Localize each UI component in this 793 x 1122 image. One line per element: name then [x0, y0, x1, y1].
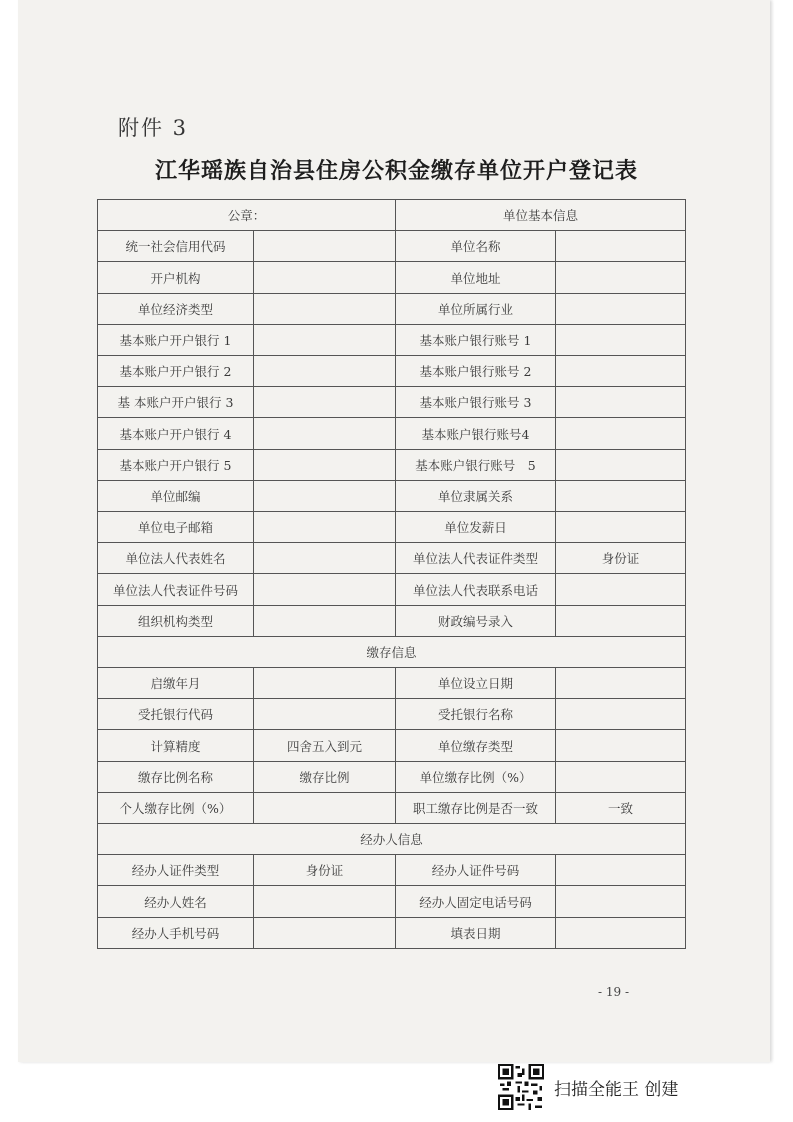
label-cell: 启缴年月	[98, 668, 254, 699]
value-cell[interactable]	[254, 449, 396, 480]
value-cell[interactable]	[254, 293, 396, 324]
value-cell[interactable]	[556, 324, 686, 355]
form-row	[98, 699, 686, 730]
label-cell: 基本账户开户银行 4	[98, 418, 254, 449]
label-cell: 基本账户开户银行 1	[98, 324, 254, 355]
value-cell[interactable]	[556, 668, 686, 699]
form-row	[98, 480, 686, 511]
label-cell: 单位经济类型	[98, 293, 254, 324]
label-cell: 基本账户银行账号 2	[396, 356, 556, 387]
value-cell[interactable]	[556, 449, 686, 480]
label-cell: 统一社会信用代码	[98, 231, 254, 262]
value-cell[interactable]	[556, 231, 686, 262]
section-agent-header: 经办人信息	[98, 824, 686, 855]
value-cell[interactable]	[556, 855, 686, 886]
section-agent-row	[98, 824, 686, 855]
form-row	[98, 418, 686, 449]
label-cell: 单位发薪日	[396, 512, 556, 543]
value-cell[interactable]	[556, 262, 686, 293]
value-cell[interactable]	[556, 761, 686, 792]
registration-form-table	[97, 199, 686, 949]
label-cell: 经办人姓名	[98, 886, 254, 917]
section-basic-header: 单位基本信息	[396, 200, 686, 231]
label-cell: 经办人手机号码	[98, 917, 254, 948]
label-cell: 单位所属行业	[396, 293, 556, 324]
form-row	[98, 792, 686, 823]
label-cell: 受托银行代码	[98, 699, 254, 730]
form-row	[98, 605, 686, 636]
value-cell[interactable]	[254, 668, 396, 699]
form-row	[98, 917, 686, 948]
value-cell[interactable]: 缴存比例	[254, 761, 396, 792]
value-cell[interactable]: 一致	[556, 792, 686, 823]
form-row	[98, 387, 686, 418]
label-cell: 单位名称	[396, 231, 556, 262]
form-row	[98, 512, 686, 543]
label-cell: 单位电子邮箱	[98, 512, 254, 543]
value-cell[interactable]	[556, 886, 686, 917]
seal-cell: 公章：	[98, 200, 396, 231]
form-row	[98, 231, 686, 262]
value-cell[interactable]	[254, 605, 396, 636]
label-cell: 单位法人代表联系电话	[396, 574, 556, 605]
scanner-footer	[498, 1064, 678, 1110]
value-cell[interactable]	[254, 418, 396, 449]
form-row	[98, 855, 686, 886]
label-cell: 基本账户开户银行 5	[98, 449, 254, 480]
form-row	[98, 449, 686, 480]
label-cell: 组织机构类型	[98, 605, 254, 636]
label-cell: 单位邮编	[98, 480, 254, 511]
value-cell[interactable]	[254, 792, 396, 823]
form-row	[98, 886, 686, 917]
label-cell: 单位地址	[396, 262, 556, 293]
value-cell[interactable]: 身份证	[556, 543, 686, 574]
form-row	[98, 730, 686, 761]
label-cell: 单位缴存类型	[396, 730, 556, 761]
value-cell[interactable]	[254, 917, 396, 948]
label-cell: 经办人固定电话号码	[396, 886, 556, 917]
label-cell: 基 本账户开户银行 3	[98, 387, 254, 418]
value-cell[interactable]	[254, 886, 396, 917]
label-cell: 单位设立日期	[396, 668, 556, 699]
scanner-brand-text: 扫描全能王 创建	[554, 1079, 679, 1100]
label-cell: 单位法人代表证件类型	[396, 543, 556, 574]
label-cell: 基本账户银行账号4	[396, 418, 556, 449]
attachment-label: 附件 3	[118, 116, 189, 140]
value-cell[interactable]	[556, 605, 686, 636]
qr-code-icon	[498, 1064, 544, 1110]
value-cell[interactable]	[254, 231, 396, 262]
label-cell: 个人缴存比例（%）	[98, 792, 254, 823]
value-cell[interactable]	[556, 293, 686, 324]
section-deposit-header: 缴存信息	[98, 636, 686, 667]
label-cell: 填表日期	[396, 917, 556, 948]
value-cell[interactable]	[556, 512, 686, 543]
label-cell: 财政编号录入	[396, 605, 556, 636]
form-row	[98, 761, 686, 792]
label-cell: 单位隶属关系	[396, 480, 556, 511]
page-number: - 19 -	[598, 985, 630, 999]
value-cell[interactable]	[254, 699, 396, 730]
label-cell: 缴存比例名称	[98, 761, 254, 792]
form-row	[98, 543, 686, 574]
value-cell[interactable]	[254, 480, 396, 511]
value-cell[interactable]	[556, 480, 686, 511]
value-cell[interactable]	[556, 574, 686, 605]
form-row	[98, 293, 686, 324]
value-cell[interactable]	[254, 262, 396, 293]
label-cell: 经办人证件类型	[98, 855, 254, 886]
value-cell[interactable]	[556, 699, 686, 730]
value-cell[interactable]	[556, 730, 686, 761]
label-cell: 单位法人代表证件号码	[98, 574, 254, 605]
form-row	[98, 574, 686, 605]
value-cell[interactable]	[254, 387, 396, 418]
value-cell[interactable]	[556, 387, 686, 418]
form-row	[98, 324, 686, 355]
value-cell[interactable]	[254, 356, 396, 387]
label-cell: 受托银行名称	[396, 699, 556, 730]
value-cell[interactable]: 身份证	[254, 855, 396, 886]
label-cell: 基本账户开户银行 2	[98, 356, 254, 387]
form-title: 江华瑶族自治县住房公积金缴存单位开户登记表	[154, 158, 638, 184]
form-row	[98, 356, 686, 387]
section-deposit-row	[98, 636, 686, 667]
form-header-row	[98, 200, 686, 231]
form-row	[98, 262, 686, 293]
label-cell: 单位缴存比例（%）	[396, 761, 556, 792]
value-cell[interactable]	[556, 418, 686, 449]
value-cell[interactable]	[556, 356, 686, 387]
label-cell: 基本账户银行账号 3	[396, 387, 556, 418]
label-cell: 经办人证件号码	[396, 855, 556, 886]
label-cell: 职工缴存比例是否一致	[396, 792, 556, 823]
label-cell: 基本账户银行账号 1	[396, 324, 556, 355]
label-cell: 开户机构	[98, 262, 254, 293]
label-cell: 单位法人代表姓名	[98, 543, 254, 574]
form-row	[98, 668, 686, 699]
label-cell: 基本账户银行账号 5	[396, 449, 556, 480]
value-cell[interactable]	[556, 917, 686, 948]
value-cell[interactable]: 四舍五入到元	[254, 730, 396, 761]
value-cell[interactable]	[254, 324, 396, 355]
label-cell: 计算精度	[98, 730, 254, 761]
value-cell[interactable]	[254, 512, 396, 543]
value-cell[interactable]	[254, 543, 396, 574]
value-cell[interactable]	[254, 574, 396, 605]
